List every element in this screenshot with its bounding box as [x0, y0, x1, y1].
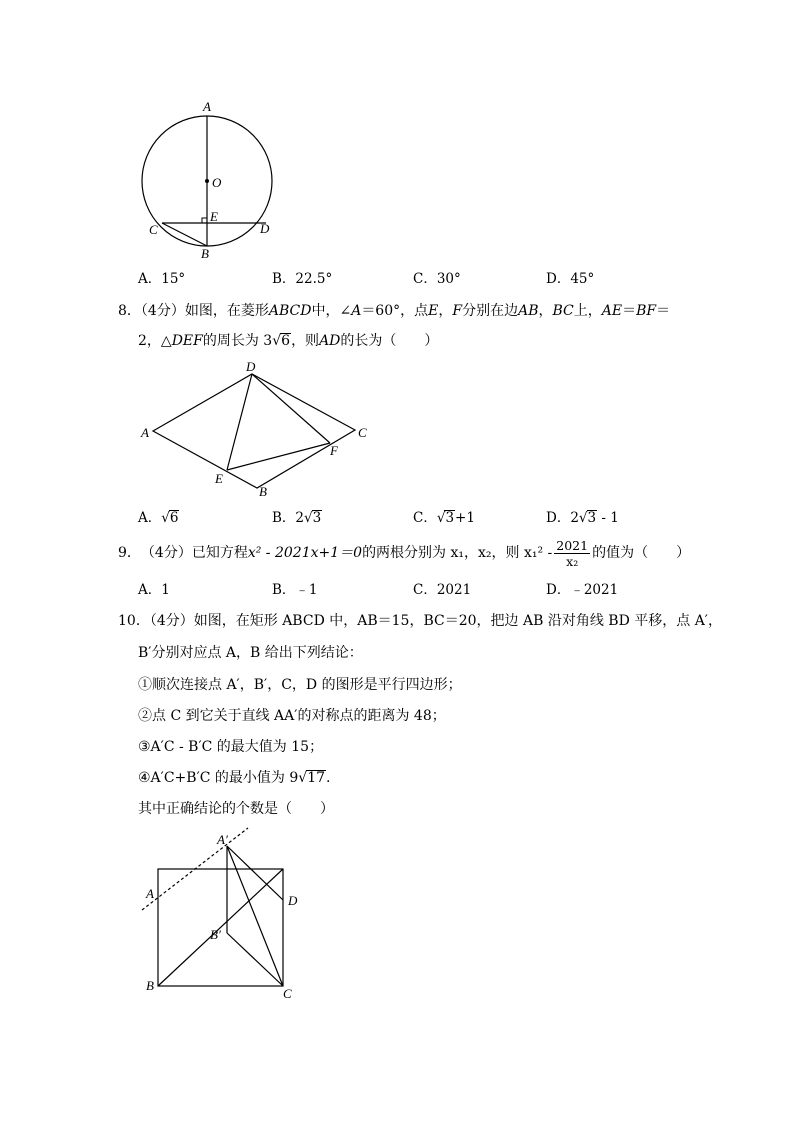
q8-option-d: D．2√3 - 1 — [546, 510, 619, 526]
q8-option-a: A．√6 — [138, 510, 179, 526]
label-b: B — [146, 978, 154, 993]
q9-option-d: D．﹣2021 — [546, 582, 619, 598]
q7-option-b: B．22.5° — [272, 271, 333, 287]
q7-option-c: C．30° — [413, 271, 461, 287]
segment-a1d — [227, 846, 283, 900]
label-d: D — [288, 893, 298, 908]
label-o: O — [212, 175, 222, 190]
q9-stem: 9． （4分） 已知方程 x² - 2021x+1＝0 的两根分别为 x₁，x₂，则 x₁² - $\frac{2021}{\text{x₂}}$ 的值为（ ） — [118, 537, 691, 569]
center-point — [205, 179, 209, 183]
q10-conclusion-1: ①顺次连接点 A′，B′，C，D 的图形是平行四边形； — [138, 677, 462, 693]
label-e: E — [215, 471, 223, 486]
q9-option-b: B．﹣1 — [272, 582, 318, 598]
q8-rhombus-figure — [135, 358, 385, 503]
segment-ef — [227, 443, 330, 470]
q8-stem-line1: 8．（4分）如图，在菱形ABCD中，∠A＝60°，点E，F分别在边AB，BC上，AE＝BF＝ — [118, 303, 671, 319]
q8-option-b: B．2√3 — [272, 510, 322, 526]
q8-stem-line2: 2，△DEF的周长为 3√6，则AD的长为（ ） — [138, 333, 439, 349]
label-a: A — [141, 425, 149, 440]
segment-a1c — [227, 846, 283, 986]
segment-de — [227, 374, 252, 470]
q9-option-a: A．1 — [138, 582, 170, 598]
label-b1: B′ — [210, 927, 221, 942]
label-b: B — [201, 246, 209, 261]
label-d: D — [260, 221, 270, 236]
q10-stem-line2: B′分别对应点 A，B 给出下列结论： — [138, 645, 363, 661]
segment-df — [252, 374, 330, 443]
label-a: A — [203, 99, 211, 114]
q10-conclusion-2: ②点 C 到它关于直线 AA′的对称点的距离为 48； — [138, 708, 446, 724]
q10-conclusion-3: ③A′C - B′C 的最大值为 15； — [138, 739, 324, 755]
label-f: F — [330, 443, 338, 458]
label-d: D — [246, 359, 256, 374]
q10-rectangle-figure — [135, 822, 315, 1002]
q7-option-d: D．45° — [546, 271, 595, 287]
label-c: C — [283, 986, 292, 1001]
q7-circle-figure — [130, 95, 290, 265]
q7-option-a: A．15° — [138, 271, 186, 287]
segment-b1c — [227, 933, 283, 986]
right-angle-mark — [202, 218, 207, 223]
q9-option-c: C．2021 — [413, 582, 472, 598]
label-b: B — [259, 484, 267, 499]
label-a1: A′ — [217, 832, 228, 847]
rhombus-abcd — [153, 374, 355, 488]
label-a: A — [146, 886, 154, 901]
q9-fraction: $\frac{2021}{\text{x₂}}$ — [556, 537, 589, 569]
q10-conclusion-4: ④A′C+B′C 的最小值为 9√17. — [138, 770, 331, 786]
label-c: C — [149, 222, 158, 237]
label-c: C — [358, 425, 367, 440]
q8-option-c: C．√3+1 — [413, 510, 475, 526]
q10-question: 其中正确结论的个数是（ ） — [138, 801, 334, 817]
label-e: E — [210, 209, 218, 224]
q10-stem-line1: 10．（4分）如图，在矩形 ABCD 中，AB＝15，BC＝20，把边 AB 沿对角线 BD 平移，点 A′， — [118, 613, 722, 629]
